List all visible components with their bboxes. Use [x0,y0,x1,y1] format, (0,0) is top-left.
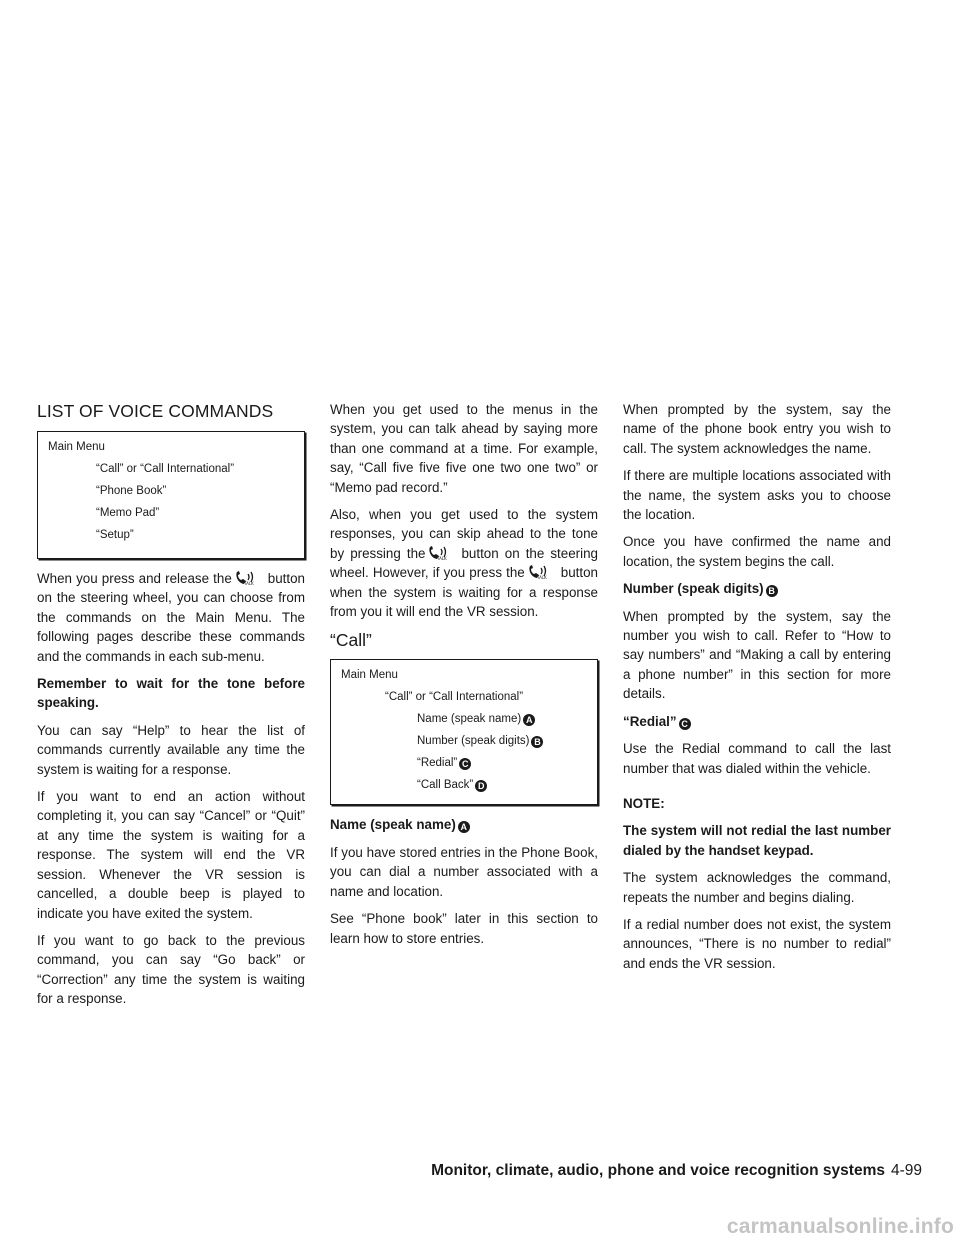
paragraph-redial-use: Use the Redial command to call the last number that was dialed within the vehicle. [623,741,891,776]
text-segment: When you press and release the [37,571,232,586]
heading-redial [623,712,891,731]
menu-item-redial [341,752,597,774]
watermark: carmanualsonline.info [726,1215,954,1238]
svg-text:TALK: TALK [243,581,254,586]
heading-text: “Redial” [623,713,677,729]
call-menu-box [330,659,598,805]
heading-name [330,815,598,834]
paragraph-go-back: If you want to go back to the previous command, you can say “Go back” or “Correction” any time the system is waiting for a response. [37,932,305,1007]
phone-talk-icon [234,570,264,586]
menu-item-phone-book: “Phone Book” [96,485,167,497]
paragraph-see-phone-book: See “Phone book” later in this section to learn how to store entries. [330,911,598,946]
paragraph-cancel: If you want to end an action without completing it, you can say “Cancel” or “Quit” at any time the system is waiting for a response. The system will end the VR session. Whenever the VR session is cancelled, a double beep is played to indicate you have exited the system. [37,789,305,921]
paragraph-stored-entries: If you have stored entries in the Phone Book, you can dial a number associated with a name and location. [330,844,598,899]
text-segment: button on the steering wheel. However, if you press the [330,545,598,581]
callout-c-icon: C [679,718,691,730]
paragraph-no-redial: If a redial number does not exist, the system announces, “There is no number to redial” and ends the VR session. [623,916,891,971]
page-number: 4-99 [890,1162,922,1179]
column-3 [623,400,891,981]
phone-talk-icon [427,545,457,561]
menu-item-label: Name (speak name) [417,713,522,726]
menu-root: Main Menu [341,669,398,682]
paragraph-skip-ahead [330,505,598,621]
svg-text:TALK: TALK [437,555,448,561]
paragraph-say-number: When prompted by the system, say the number you wish to call. Refer to “How to say numbers” and “Making a call by entering a phone number” in this section for more details. [623,608,891,702]
menu-item-label: “Call Back” [417,779,474,792]
paragraph-talk-ahead: When you get used to the menus in the system, you can talk ahead by saying more than one command at a time. For example, say, “Call five five five one two one two” or “Memo pad record.” [330,402,598,495]
callout-a-icon: A [523,714,535,726]
column-2 [330,400,598,956]
section-title: LIST OF VOICE COMMANDS [37,401,274,421]
menu-item-memo-pad: “Memo Pad” [96,507,160,519]
paragraph-help: You can say “Help” to hear the list of commands currently available any time the system is waiting for a response. [37,722,305,777]
menu-item-number [341,730,597,752]
heading-text: Name (speak name) [330,817,456,833]
menu-item-call: “Call” or “Call International” [96,463,235,475]
call-subtitle: “Call” [330,630,372,651]
note-heading: NOTE: [623,795,665,811]
text-segment: button on the steering wheel, you can choose from the commands on the Main Menu. The following pages describe these commands and the commands in each sub-menu. [37,571,305,664]
heading-text: Number (speak digits) [623,581,764,597]
main-menu-box [37,431,305,559]
callout-a-icon: A [458,821,470,833]
paragraph-say-name: When prompted by the system, say the name of the phone book entry you wish to call. The system acknowledges the name. [623,402,891,456]
callout-b-icon: B [531,736,543,748]
note-text: The system will not redial the last number dialed by the handset keypad. [623,823,891,858]
text-segment: Also, when you get used to the system responses, you can skip ahead to the tone by pressing the [330,507,598,561]
callout-b-icon: B [766,585,778,597]
text-segment: button when the system is waiting for a response from you it will end the VR session. [330,565,598,620]
callout-c-icon: C [459,758,471,770]
menu-sub-call: “Call” or “Call International” [385,691,524,704]
paragraph-confirmed: Once you have confirmed the name and location, the system begins the call. [623,534,891,569]
column-1 [37,400,305,1017]
paragraph-multiple-locations: If there are multiple locations associated with the name, the system asks you to choose the location. [623,468,891,523]
paragraph-press-release [37,569,305,666]
paragraph-acknowledges: The system acknowledges the command, repeats the number and begins dialing. [623,870,891,905]
callout-d-icon: D [475,780,487,792]
svg-text:TALK: TALK [536,575,547,581]
paragraph-wait-tone: Remember to wait for the tone before speaking. [37,676,305,711]
phone-talk-icon [527,564,557,580]
menu-item-call-back [341,774,597,796]
menu-item-name [341,708,597,730]
footer-section: Monitor, climate, audio, phone and voice recognition systems [431,1162,885,1179]
menu-item-label: Number (speak digits) [417,735,530,748]
heading-number [623,579,891,598]
menu-item-setup: “Setup” [96,529,134,541]
menu-item-label: “Redial” [417,757,458,770]
menu-root: Main Menu [48,441,105,453]
page-footer [431,1162,922,1180]
